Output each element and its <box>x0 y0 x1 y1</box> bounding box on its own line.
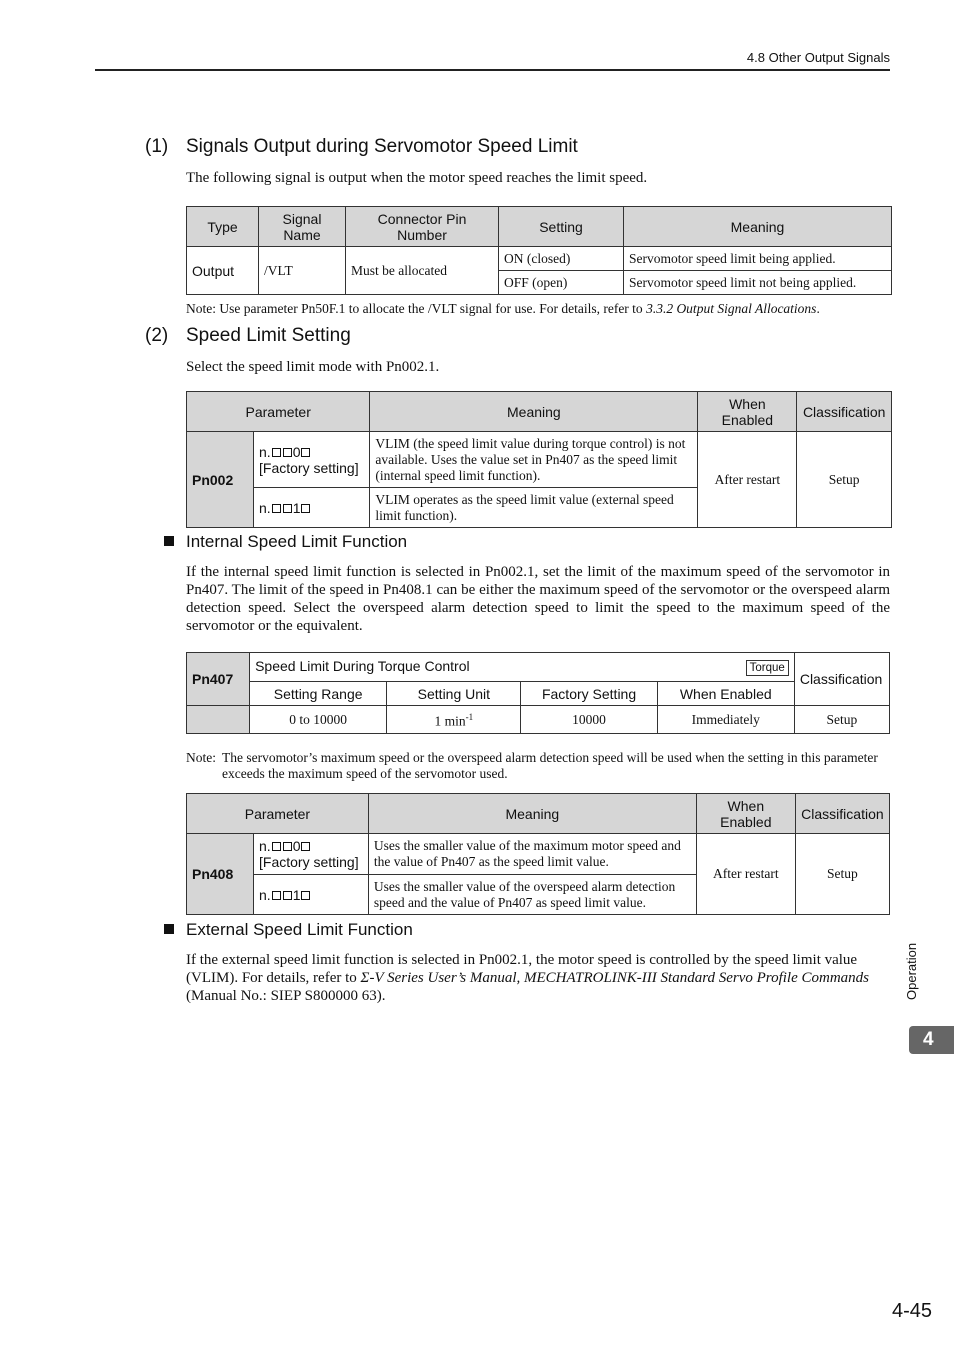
meaning-1: Uses the smaller value of the overspeed alarm detection speed and the value of Pn407 as speed limit value. <box>368 875 696 915</box>
section-1-title: Signals Output during Servomotor Speed Limit <box>186 136 578 157</box>
placeholder-box-icon <box>272 891 281 900</box>
note-signal-allocation <box>186 301 890 317</box>
pn407-table <box>186 652 890 734</box>
placeholder-box-icon <box>272 842 281 851</box>
factory-setting-label: [Factory setting] <box>259 854 359 870</box>
pn407-name: Torque Speed Limit During Torque Control <box>250 653 795 682</box>
cell-meaning-on: Servomotor speed limit being applied. <box>624 247 892 271</box>
meaning-1: VLIM operates as the speed limit value (external speed limit function). <box>370 488 698 528</box>
col-classification: Classification <box>795 794 889 834</box>
placeholder-box-icon <box>301 891 310 900</box>
col-meaning: Meaning <box>370 392 698 432</box>
pn407-range: 0 to 10000 <box>250 706 387 734</box>
chapter-tab: 4 <box>909 1026 954 1054</box>
col-setting: Setting <box>499 207 624 247</box>
col-type: Type <box>187 207 259 247</box>
section-2-intro: Select the speed limit mode with Pn002.1. <box>186 359 440 375</box>
pn408-table <box>186 793 890 915</box>
col-meaning: Meaning <box>624 207 892 247</box>
when-enabled: After restart <box>696 834 795 915</box>
cell-setting-on: ON (closed) <box>499 247 624 271</box>
pn407-unit: 1 $\min^{-1}$ <box>387 706 521 734</box>
cell-signal: /VLT <box>259 247 346 295</box>
placeholder-box-icon <box>301 448 310 457</box>
pn407-factory: 10000 <box>521 706 657 734</box>
param-pn407: Pn407 <box>187 653 250 706</box>
col-when-enabled: When Enabled <box>698 392 797 432</box>
classification: Setup <box>797 432 892 528</box>
col-setting-unit: Setting Unit <box>387 682 521 706</box>
cell-pin: Must be allocated <box>346 247 499 295</box>
note-reference: 3.3.2 Output Signal Allocations <box>646 301 817 316</box>
classification: Setup <box>795 834 889 915</box>
cell-meaning-off: Servomotor speed limit not being applied. <box>624 271 892 295</box>
param-value-1: n. 1 <box>254 875 369 915</box>
pn407-when: Immediately <box>657 706 794 734</box>
section-1-heading <box>145 136 578 158</box>
note-max-speed: Note: The servomotor’s maximum speed or the overspeed alarm detection speed will be used when the setting in this parameter exceeds the maximum speed of the servomotor used. <box>186 750 878 781</box>
placeholder-box-icon <box>283 504 292 513</box>
placeholder-box-icon <box>272 504 281 513</box>
placeholder-box-icon <box>283 448 292 457</box>
param-value-0: n. 0 [Factory setting] <box>254 834 369 875</box>
col-factory-setting: Factory Setting <box>521 682 657 706</box>
param-value-0: n. 0 [Factory setting] <box>254 432 370 488</box>
external-limit-heading <box>164 920 413 940</box>
section-1-number: (1) <box>145 136 169 157</box>
cell-setting-off: OFF (open) <box>499 271 624 295</box>
signal-table <box>186 206 892 295</box>
placeholder-box-icon <box>283 891 292 900</box>
placeholder-box-icon <box>283 842 292 851</box>
col-when-enabled: When Enabled <box>696 794 795 834</box>
param-pn408: Pn408 <box>187 834 254 915</box>
pn407-spacer <box>187 706 250 734</box>
note-end: . <box>816 301 820 316</box>
manual-reference: Σ-V Series User’s Manual, MECHATROLINK-III Standard Servo Profile Commands <box>360 970 870 986</box>
factory-setting-label: [Factory setting] <box>259 459 359 476</box>
meaning-0: VLIM (the speed limit value during torque control) is not available. Uses the value set in Pn407 as the speed limit (internal speed limit function). <box>370 432 698 488</box>
header-rule <box>95 69 890 71</box>
section-2-number: (2) <box>145 325 169 346</box>
cell-type: Output <box>187 247 259 295</box>
running-header: 4.8 Other Output Signals <box>746 50 890 65</box>
chapter-label: Operation <box>904 942 919 1000</box>
col-signal-name: Signal Name <box>259 207 346 247</box>
col-parameter: Parameter <box>187 794 369 834</box>
internal-limit-heading <box>164 532 407 552</box>
param-value-1: n. 1 <box>254 488 370 528</box>
placeholder-box-icon <box>301 842 310 851</box>
section-2-heading <box>145 325 351 347</box>
page-number: 4-45 <box>891 1300 932 1322</box>
internal-limit-text: If the internal speed limit function is selected in Pn002.1, set the limit of the maximum speed of the servomotor in Pn407. The limit of the speed in Pn408.1 can be either the maximum speed of the servomotor or the overspeed alarm detection speed. Select the overspeed alarm detection speed to limit the speed to the maximum speed of the servomotor or the equivalent. <box>186 564 890 634</box>
torque-tag: Torque <box>746 660 789 676</box>
col-when-enabled: When Enabled <box>657 682 794 706</box>
bullet-square-icon <box>164 924 174 934</box>
placeholder-box-icon <box>272 448 281 457</box>
external-limit-title: External Speed Limit Function <box>186 920 413 939</box>
param-pn002: Pn002 <box>187 432 254 528</box>
placeholder-box-icon <box>301 504 310 513</box>
section-1-intro: The following signal is output when the motor speed reaches the limit speed. <box>186 170 648 186</box>
internal-limit-title: Internal Speed Limit Function <box>186 532 408 551</box>
col-classification: Classification <box>797 392 892 432</box>
col-setting-range: Setting Range <box>250 682 387 706</box>
section-2-title: Speed Limit Setting <box>186 325 351 346</box>
col-parameter: Parameter <box>187 392 370 432</box>
meaning-0: Uses the smaller value of the maximum motor speed and the value of Pn407 as the speed limit value. <box>368 834 696 875</box>
when-enabled: After restart <box>698 432 797 528</box>
pn407-classification-label: Classification <box>794 653 889 706</box>
col-meaning: Meaning <box>368 794 696 834</box>
col-connector-pin: Connector Pin Number <box>346 207 499 247</box>
pn407-class: Setup <box>794 706 889 734</box>
pn002-table <box>186 391 892 528</box>
bullet-square-icon <box>164 536 174 546</box>
note-text: Note: Use parameter Pn50F.1 to allocate the /VLT signal for use. For details, refer to <box>186 301 647 316</box>
external-limit-text: If the external speed limit function is selected in Pn002.1, the motor speed is controlled by the speed limit value (VLIM). For details, refer to Σ-V Series User’s Manual, MECHATROLINK-III Standard Servo Profile Commands (Manual No.: SIEP S800000 63). <box>186 952 870 1004</box>
